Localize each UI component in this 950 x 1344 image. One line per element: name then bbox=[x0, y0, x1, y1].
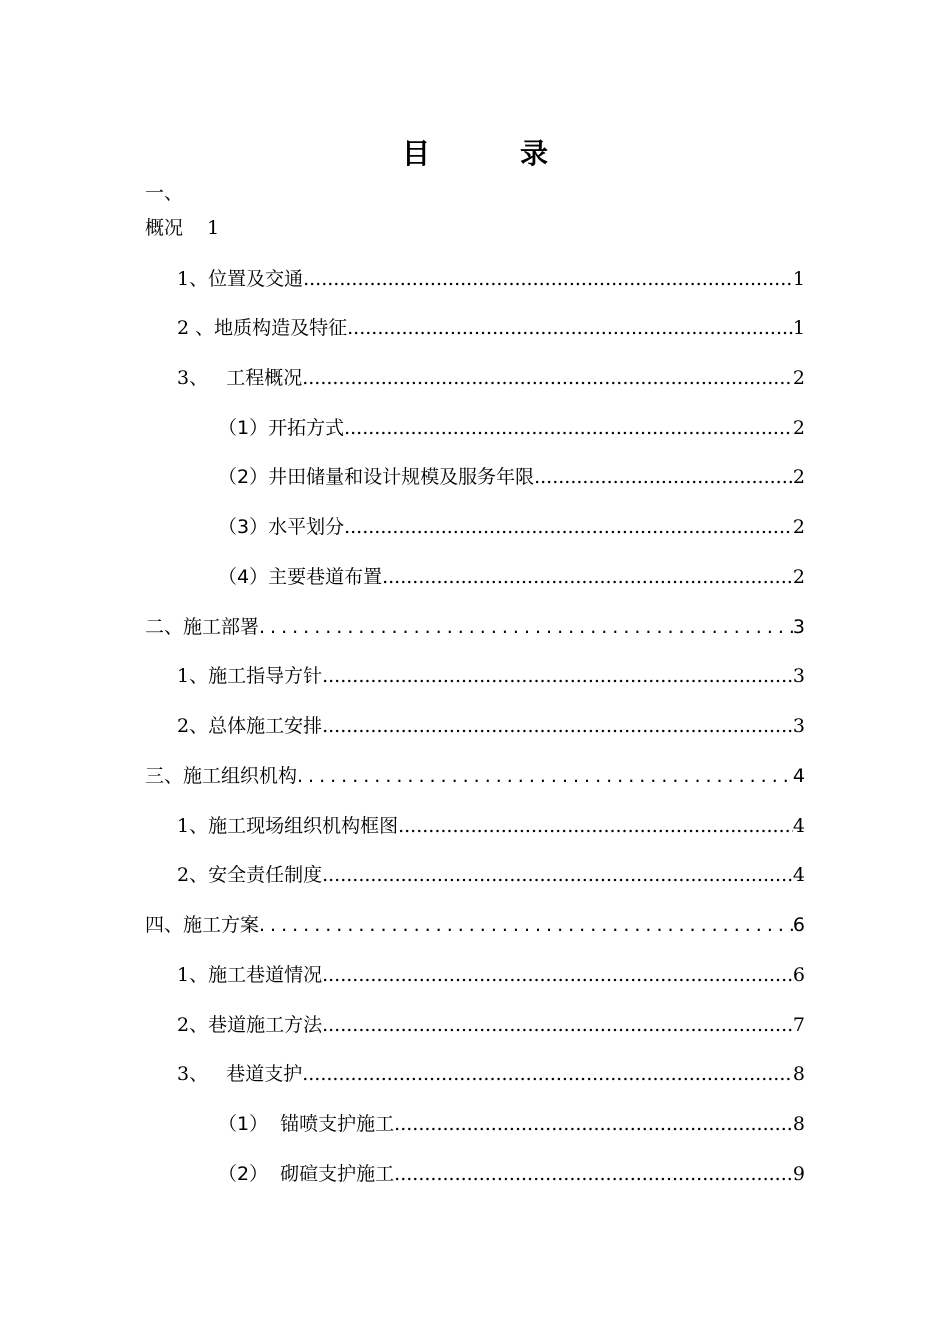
toc-entry-label: 2、安全责任制度 bbox=[177, 864, 323, 886]
toc-entry-page: 6 bbox=[792, 914, 805, 936]
toc-entry[interactable] bbox=[218, 462, 805, 489]
toc-entry-label: 1、施工指导方针 bbox=[177, 665, 323, 687]
toc-entry[interactable] bbox=[177, 1010, 805, 1037]
toc-entry-page: 3 bbox=[792, 616, 805, 638]
toc-entry-label: （3）水平划分 bbox=[218, 516, 345, 538]
toc-title bbox=[0, 132, 950, 172]
toc-entry-page: 2 bbox=[792, 367, 805, 389]
toc-entry-label: （2） 砌碹支护施工 bbox=[218, 1163, 395, 1185]
toc-entry-label: （2）井田储量和设计规模及服务年限 bbox=[218, 466, 535, 488]
toc-entry[interactable] bbox=[218, 512, 805, 539]
toc-entry-label: 3、 工程概况 bbox=[177, 367, 303, 389]
toc-entry-label: 1、施工现场组织机构框图 bbox=[177, 815, 399, 837]
toc-entry-page: 6 bbox=[792, 964, 805, 986]
toc-entry-label: 2、巷道施工方法 bbox=[177, 1014, 323, 1036]
toc-entry-label: 三、施工组织机构 bbox=[145, 765, 298, 787]
toc-entry-page: 4 bbox=[792, 864, 805, 886]
toc-entry[interactable] bbox=[177, 1059, 805, 1086]
toc-entry[interactable] bbox=[177, 363, 805, 390]
section-marker-1: 一、 bbox=[145, 182, 184, 204]
toc-entry-page: 2 bbox=[792, 417, 805, 439]
toc-entry-page: 7 bbox=[792, 1014, 805, 1036]
toc-entry-page: 2 bbox=[792, 566, 805, 588]
toc-entry-label: 1、施工巷道情况 bbox=[177, 964, 323, 986]
toc-entry[interactable] bbox=[218, 562, 805, 589]
toc-entry-label: 四、施工方案 bbox=[145, 914, 260, 936]
toc-entry-label: （4）主要巷道布置 bbox=[218, 566, 383, 588]
toc-entry-label: 1、位置及交通 bbox=[177, 268, 304, 290]
toc-entry-page: 4 bbox=[792, 815, 805, 837]
toc-entry[interactable] bbox=[218, 413, 805, 440]
toc-entry[interactable] bbox=[177, 661, 805, 688]
toc-entry-page: 8 bbox=[792, 1113, 805, 1135]
toc-entry[interactable] bbox=[177, 811, 805, 838]
toc-entry[interactable] bbox=[218, 1159, 805, 1186]
toc-entry-page: 9 bbox=[792, 1163, 805, 1185]
toc-entry[interactable] bbox=[177, 313, 805, 340]
toc-entry-page: 2 bbox=[792, 466, 805, 488]
toc-entry[interactable] bbox=[145, 761, 805, 788]
toc-entry-label: 3、 巷道支护 bbox=[177, 1063, 303, 1085]
toc-entry[interactable] bbox=[145, 910, 805, 937]
toc-entry-label: 2 、地质构造及特征 bbox=[177, 317, 348, 339]
toc-entry[interactable] bbox=[177, 711, 805, 738]
toc-entry[interactable] bbox=[177, 860, 805, 887]
toc-entry-label: 2、总体施工安排 bbox=[177, 715, 323, 737]
toc-entry-page: 1 bbox=[792, 317, 805, 339]
section-title-overview: 概况 1 bbox=[145, 217, 220, 239]
toc-entry-page: 4 bbox=[792, 765, 805, 787]
toc-entry-page: 8 bbox=[792, 1063, 805, 1085]
toc-title-left: 目 bbox=[401, 137, 430, 170]
toc-entry-page: 2 bbox=[792, 516, 805, 538]
toc-entry-label: （1）开拓方式 bbox=[218, 417, 345, 439]
toc-entry[interactable] bbox=[177, 960, 805, 987]
toc-title-right: 录 bbox=[520, 137, 549, 170]
toc-entry[interactable] bbox=[218, 1109, 805, 1136]
toc-entry-page: 3 bbox=[792, 665, 805, 687]
toc-entry-label: 二、施工部署 bbox=[145, 616, 260, 638]
toc-entry[interactable] bbox=[145, 612, 805, 639]
toc-entry[interactable] bbox=[177, 264, 805, 291]
toc-entry-label: （1） 锚喷支护施工 bbox=[218, 1113, 395, 1135]
toc-entry-page: 1 bbox=[792, 268, 805, 290]
toc-entry-page: 3 bbox=[792, 715, 805, 737]
